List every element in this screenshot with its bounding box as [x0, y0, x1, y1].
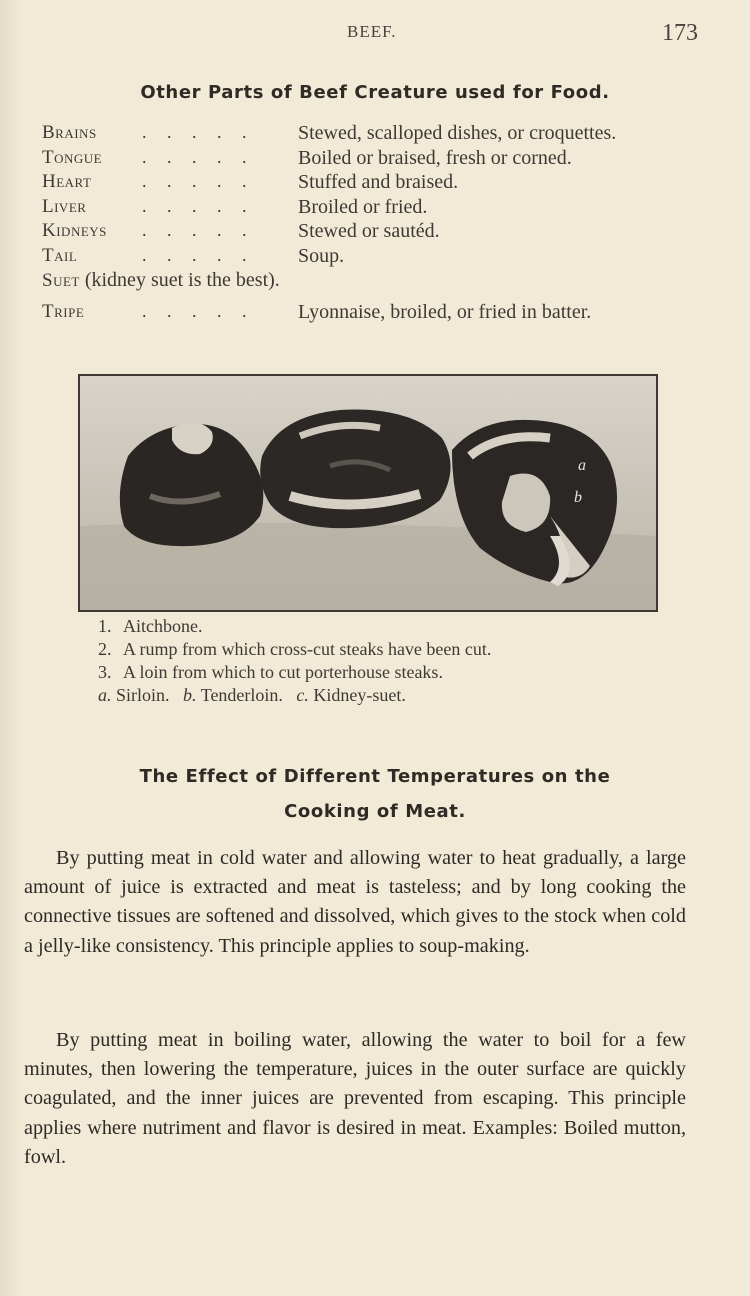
leader-dots: . . . . .: [142, 122, 255, 142]
leader-dots: . . . . .: [142, 300, 255, 321]
other-parts-title: Other Parts of Beef Creature used for Food.: [140, 82, 610, 103]
caption-text: A rump from which cross-cut steaks have been cut.: [123, 639, 492, 659]
legend-key: a.: [98, 685, 112, 705]
legend-text: Tenderloin.: [200, 685, 283, 705]
legend-text: Sirloin.: [116, 685, 170, 705]
list-item: [42, 196, 722, 221]
part-use: Lyonnaise, broiled, or fried in batter.: [298, 300, 592, 323]
running-title: BEEF.: [347, 22, 397, 41]
list-item: [42, 147, 722, 172]
list-item: [42, 245, 722, 270]
temperature-title-line1: The Effect of Different Temperatures on the: [139, 766, 611, 787]
caption-number: 1.: [98, 616, 112, 636]
legend-key: c.: [296, 685, 309, 705]
figure-label-a: a: [578, 457, 586, 474]
list-item: [42, 301, 722, 326]
part-name: Tripe: [42, 300, 85, 322]
temperature-title-line2: Cooking of Meat.: [284, 801, 466, 822]
body-paragraph-2: [24, 1026, 686, 1172]
caption-text: A loin from which to cut porterhouse steaks.: [123, 662, 443, 682]
running-head: [0, 20, 750, 50]
beef-cuts-illustration: [80, 376, 656, 610]
body-paragraph-1: [24, 844, 686, 961]
paragraph-text: By putting meat in boiling water, allowing the water to boil for a few minutes, then lowering the temperature, juices in the outer surface are quickly coagulated, and the inner juices are prevented from escaping. This principle applies where nutriment and flavor is desired in meat. Examples: Boiled mutton, fowl.: [24, 1029, 686, 1168]
list-item: [42, 269, 722, 294]
suet-note: (kidney suet is the best).: [84, 269, 280, 291]
part-name: Heart: [42, 171, 92, 192]
beef-cuts-photo: [78, 374, 658, 612]
part-name: Tail: [42, 244, 78, 266]
part-use: Soup.: [298, 244, 345, 267]
part-name: Kidneys: [42, 220, 107, 241]
caption-number: 2.: [98, 639, 112, 659]
part-name: Suet: [42, 270, 80, 291]
part-name: Tongue: [42, 146, 103, 168]
caption-item: [98, 662, 698, 685]
leader-dots: . . . . .: [142, 146, 255, 167]
part-use: Stewed, scalloped dishes, or croquettes.: [298, 122, 617, 144]
figure-label-c: c: [526, 535, 534, 552]
leader-dots: . . . . .: [142, 220, 255, 240]
part-name: Liver: [42, 195, 87, 217]
suet-line: [42, 269, 280, 292]
caption-legend: [98, 685, 698, 708]
paragraph-text: By putting meat in cold water and allowing water to heat gradually, a large amount of juice is extracted and meat is tasteless; and by long cooking the connective tissues are softened and dissolved, which gives to the stock when cold a jelly-like consistency. This principle applies to soup-making.: [24, 847, 686, 957]
caption-number: 3.: [98, 662, 112, 682]
page-number: 173: [662, 20, 698, 46]
part-use: Boiled or braised, fresh or corned.: [298, 146, 572, 169]
rump-cut: [260, 410, 450, 529]
part-name: Brains: [42, 122, 97, 143]
caption-item: [98, 639, 698, 662]
leader-dots: . . . . .: [142, 244, 255, 265]
leader-dots: . . . . .: [142, 195, 255, 216]
page-edge: [0, 0, 22, 1296]
part-use: Broiled or fried.: [298, 195, 428, 218]
list-item: [42, 220, 722, 245]
figure-label-b: b: [574, 489, 582, 506]
caption-text: Aitchbone.: [123, 616, 203, 636]
figure-caption: [98, 616, 698, 708]
leader-dots: . . . . .: [142, 171, 255, 191]
list-item: [42, 171, 722, 196]
part-use: Stuffed and braised.: [298, 171, 459, 193]
caption-item: [98, 616, 698, 639]
list-item: [42, 122, 722, 147]
beef-parts-list: [42, 122, 722, 325]
legend-text: Kidney-suet.: [313, 685, 406, 705]
part-use: Stewed or sautéd.: [298, 220, 440, 242]
legend-key: b.: [183, 685, 197, 705]
